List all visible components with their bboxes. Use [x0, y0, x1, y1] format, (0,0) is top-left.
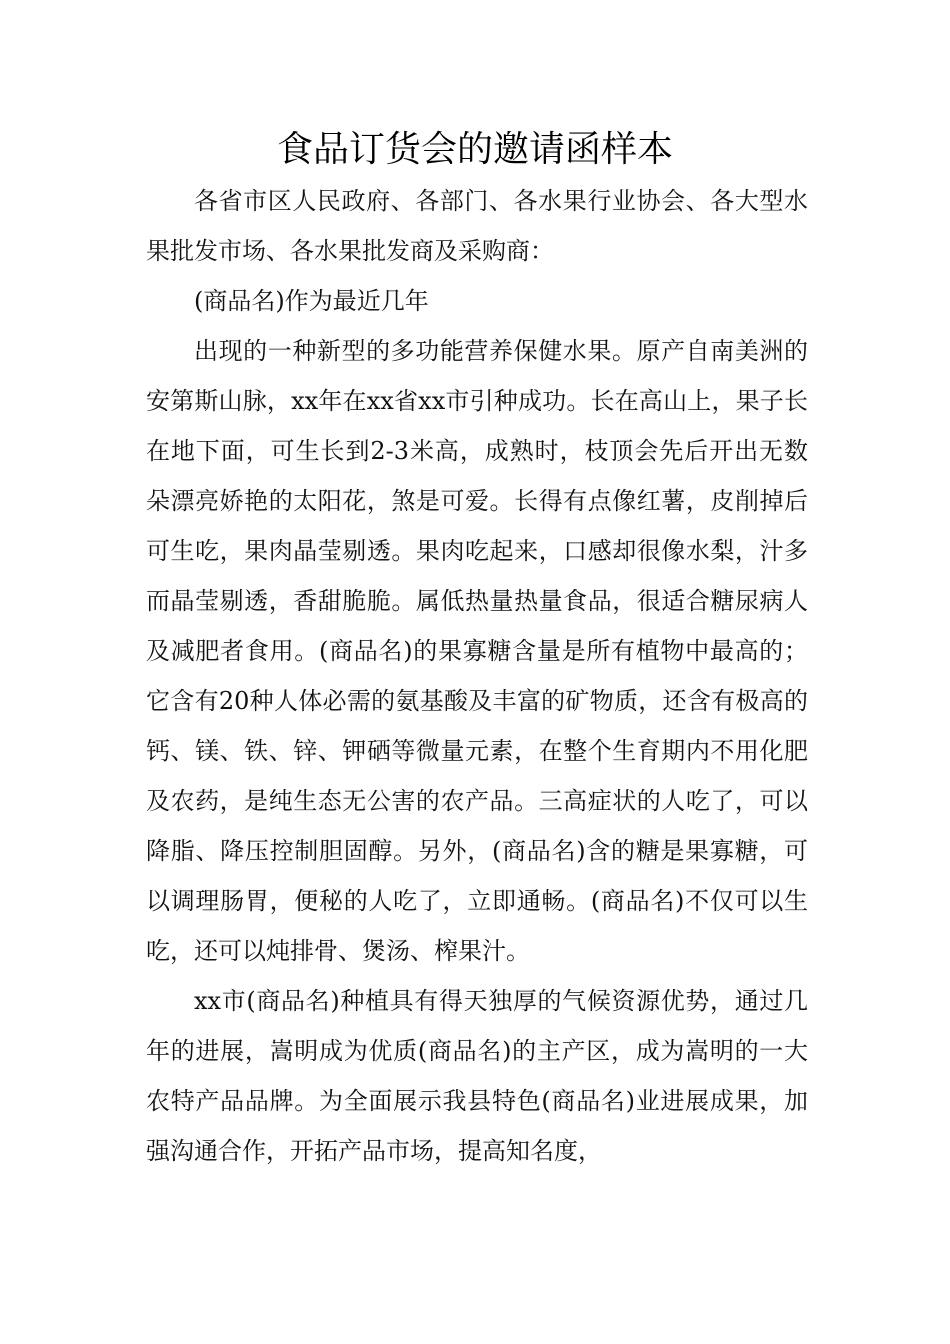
paragraph-salutation: 各省市区人民政府、各部门、各水果行业协会、各大型水果批发市场、各水果批发商及采购商： [146, 187, 808, 265]
paragraph-intro: (商品名)作为最近几年 [194, 287, 429, 315]
paragraph-region: xx市(商品名)种植具有得天独厚的气候资源优势，通过几年的进展，嵩明成为优质(商品名)的主产区，成为嵩明的一大农特产品品牌。为全面展示我县特色(商品名)业进展成果，加强沟通合作，开拓产品市场，提高知名度， [146, 987, 808, 1165]
document-title: 食品订货会的邀请函样本 [276, 129, 673, 170]
paragraph-product-description: 出现的一种新型的多功能营养保健水果。原产自南美洲的安第斯山脉，xx年在xx省xx市引种成功。长在高山上，果子长在地下面，可生长到2-3米高，成熟时，枝顶会先后开出无数朵漂亮娇艳的太阳花，煞是可爱。长得有点像红薯，皮削掉后可生吃，果肉晶莹剔透。果肉吃起来，口感却很像水梨，汁多而晶莹剔透，香甜脆脆。属低热量热量食品，很适合糖尿病人及减肥者食用。(商品名)的果寡糖含量是所有植物中最高的；它含有20种人体必需的氨基酸及丰富的矿物质，还含有极高的钙、镁、铁、锌、钾硒等微量元素，在整个生育期内不用化肥及农药，是纯生态无公害的农产品。三高症状的人吃了，可以降脂、降压控制胆固醇。另外，(商品名)含的糖是果寡糖，可以调理肠胃，便秘的人吃了，立即通畅。(商品名)不仅可以生吃，还可以炖排骨、煲汤、榨果汁。 [146, 337, 808, 965]
document-body [146, 176, 808, 1176]
